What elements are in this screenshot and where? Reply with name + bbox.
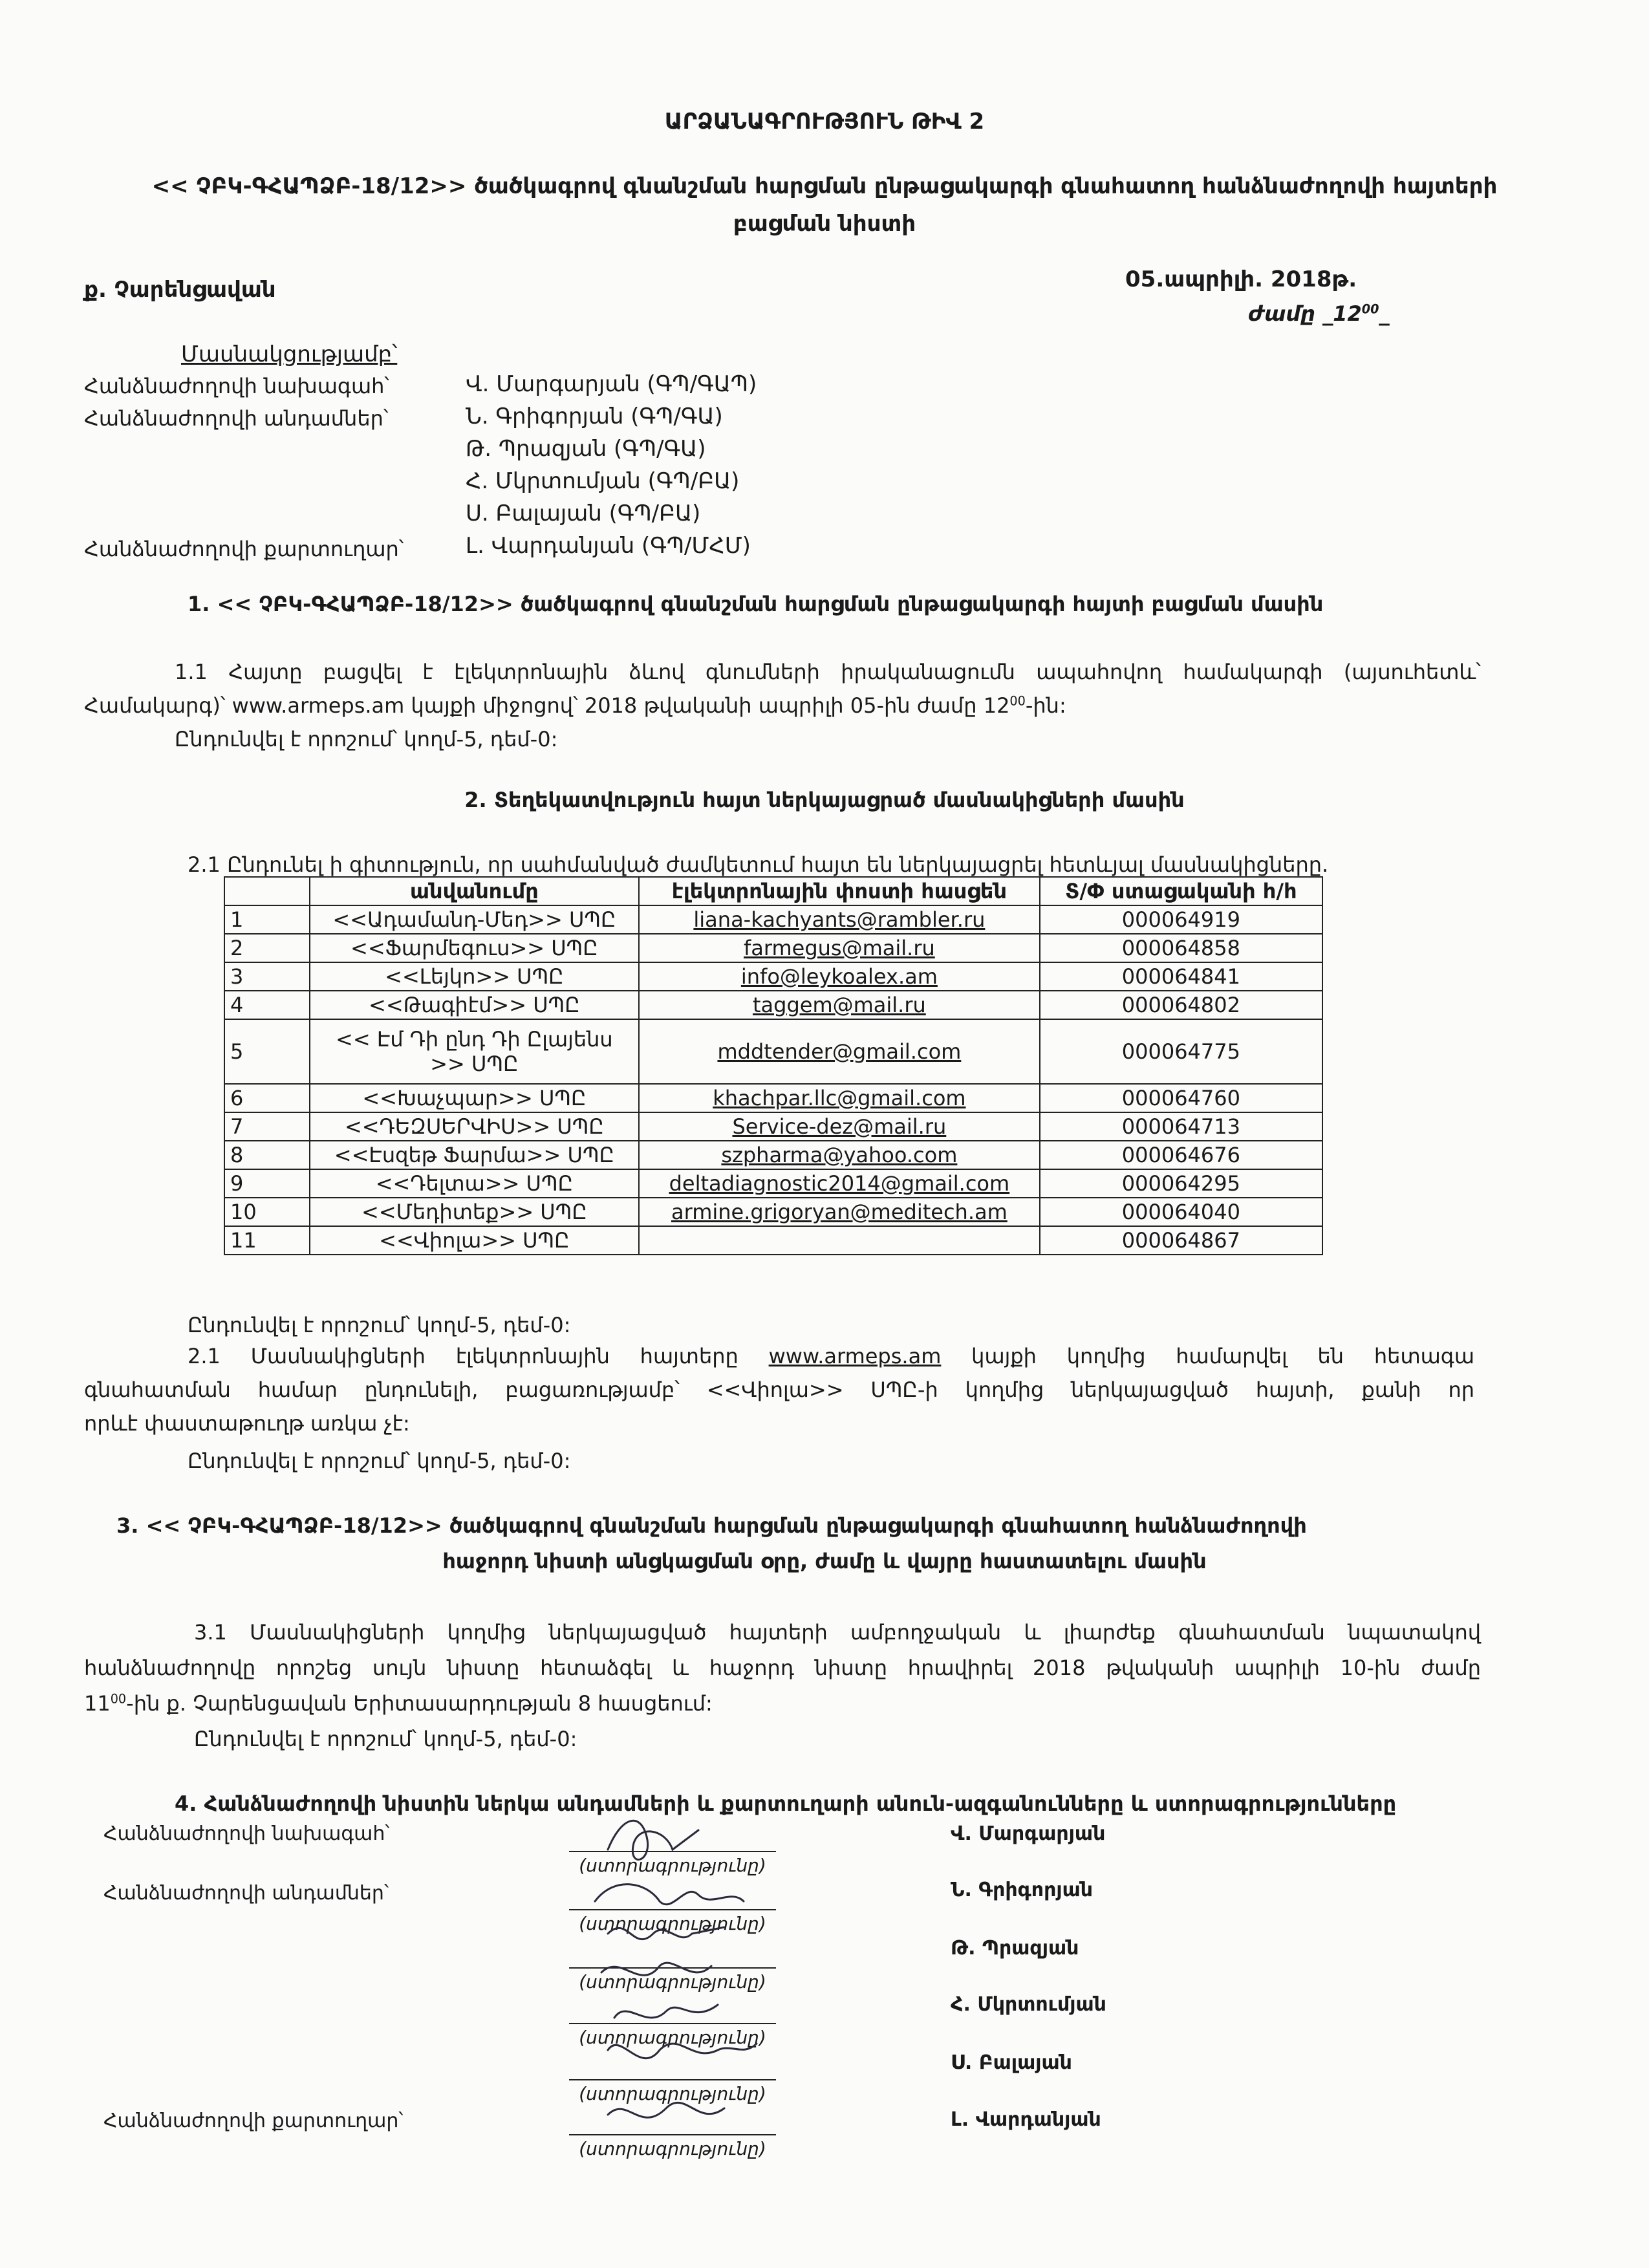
members-label: Հանձնաժողովի անդամներ՝ [84,406,389,431]
table-row [224,934,1322,962]
bidders-table [224,876,1323,1255]
receipt-number: 000064676 [1040,1141,1322,1169]
section1-heading: 1. << ՉԲԿ-ԳՀԱՊՁԲ-18/12>> ծածկագրով գնանշման հարցման ընթացակարգի հայտի բացման մասին [188,592,1324,616]
table-header: անվանումը [310,877,639,905]
company-email[interactable] [639,1226,1040,1255]
company-name: <<ԴԵԶՍԵՐՎԻՍ>> ՍՊԸ [310,1112,639,1141]
row-number: 6 [224,1084,310,1112]
section2-p2-line3: որևէ փաստաթուղթ առկա չէ: [84,1411,410,1436]
table-row [224,991,1322,1019]
row-number: 10 [224,1198,310,1226]
row-number: 9 [224,1169,310,1198]
section2-intro: 2.1 Ընդունել ի գիտություն, որ սահմանված ժամկետում հայտ են ներկայացրել հետևյալ մասնակիցները. [188,852,1329,877]
company-name: <<Էսզեթ Ֆարմա>> ՍՊԸ [310,1141,639,1169]
receipt-number: 000064858 [1040,934,1322,962]
section3-p-line2: հանձնաժողովը որոշեց սույն նիստը հետաձգել և հաջորդ նիստը հրավիրել 2018 թվականի ապրիլի 10-ին ժամը [84,1656,1481,1680]
participant-name: Ն. Գրիգորյան (ԳՊ/ԳԱ) [466,404,723,429]
signature-caption: (ստորագրությունը) [579,1855,766,1876]
section2-p2-line2: գնահատման համար ընդունելի, բացառությամբ՝ <<Վիոլա>> ՍՊԸ-ի կողմից ներկայացված հայտի, քանի որ [84,1377,1474,1402]
section2-p2-line1: 2.1 Մասնակիցների էլեկտրոնային հայտերը www.armeps.am կայքի կողմից համարվել են հետագա [188,1344,1474,1368]
company-name: <<Խաչպար>> ՍՊԸ [310,1084,639,1112]
company-name: <<Ադամանդ-Մեդ>> ՍՊԸ [310,905,639,934]
company-name: <<Դելտա>> ՍՊԸ [310,1169,639,1198]
receipt-number: 000064841 [1040,962,1322,991]
armeps-link[interactable]: www.armeps.am [768,1344,942,1368]
company-email[interactable]: Service-dez@mail.ru [639,1112,1040,1141]
row-number: 8 [224,1141,310,1169]
receipt-number: 000064775 [1040,1019,1322,1084]
table-row [224,1169,1322,1198]
signatory-name: Թ. Պրազյան [951,1937,1079,1960]
signatory-name: Հ. Մկրտումյան [951,1993,1106,2016]
row-number: 5 [224,1019,310,1084]
table-row [224,1226,1322,1255]
company-name: <<Ֆարմեգուս>> ՍՊԸ [310,934,639,962]
signatory-name: Լ. Վարդանյան [951,2108,1101,2131]
signature-caption: (ստորագրությունը) [579,2027,766,2048]
receipt-number: 000064295 [1040,1169,1322,1198]
row-number: 11 [224,1226,310,1255]
section3-p-line3: $11^{00}-ին$ ք. Չարենցավան Երիտասարդության 8 հասցեում: [84,1691,713,1716]
table-row [224,1112,1322,1141]
signature-caption: (ստորագրությունը) [579,2083,766,2104]
section1-p1-line2: Համակարգ)՝ www.armeps.am կայքի միջոցով՝ 2018 թվականի ապրիլի 05-ին ժամը $12^{00}-ին$: [84,693,1066,718]
document-subtitle-line2: բացման նիստի [733,211,916,237]
time: ժամը $\_12^{00}\_$ [1248,301,1390,326]
receipt-number: 000064040 [1040,1198,1322,1226]
receipt-number: 000064867 [1040,1226,1322,1255]
document-subtitle-line1: << ՉԲԿ-ԳՀԱՊՁԲ-18/12>> ծածկագրով գնանշման հարցման ընթացակարգի գնահատող հանձնաժողովի հայտերի [151,173,1498,199]
company-email[interactable]: szpharma@yahoo.com [639,1141,1040,1169]
table-row [224,1019,1322,1084]
sig-secretary-label: Հանձնաժողովի քարտուղար՝ [103,2110,404,2132]
section2-vote1: Ընդունվել է որոշում՝ կողմ-5, դեմ-0: [188,1313,571,1337]
sig-chair-label: Հանձնաժողովի նախագահ՝ [103,1822,390,1845]
section2-vote2: Ընդունվել է որոշում՝ կողմ-5, դեմ-0: [188,1449,571,1473]
signatory-name: Ս. Բալայան [951,2051,1072,2074]
company-name: << Էմ Դի ընդ Դի Ըլայենս >> ՍՊԸ [310,1019,639,1084]
row-number: 7 [224,1112,310,1141]
row-number: 1 [224,905,310,934]
company-name: <<Վիոլա>> ՍՊԸ [310,1226,639,1255]
signature-caption: (ստորագրությունը) [579,1971,766,1993]
receipt-number: 000064713 [1040,1112,1322,1141]
table-header [224,877,310,905]
receipt-number: 000064919 [1040,905,1322,934]
table-row [224,1141,1322,1169]
section4-heading: 4. Հանձնաժողովի նիստին ներկա անդամների և քարտուղարի անուն-ազգանունները և ստորագրությունները [175,1791,1397,1816]
handwritten-signatures [569,1804,789,2166]
table-row [224,962,1322,991]
company-email[interactable]: mddtender@gmail.com [639,1019,1040,1084]
secretary-label: Հանձնաժողովի քարտուղար՝ [84,537,404,561]
date: 05.ապրիլի. 2018թ. [1125,266,1357,292]
row-number: 4 [224,991,310,1019]
participant-name: Ս. Բալայան (ԳՊ/ԲԱ) [466,501,701,526]
company-email[interactable]: armine.grigoryan@meditech.am [639,1198,1040,1226]
participant-name: Հ. Մկրտումյան (ԳՊ/ԲԱ) [466,468,740,494]
company-email[interactable]: info@leykoalex.am [639,962,1040,991]
table-row [224,905,1322,934]
signature-caption: (ստորագրությունը) [579,2138,766,2159]
table-header-row [224,877,1322,905]
signatory-name: Վ. Մարգարյան [951,1822,1106,1845]
signatory-name: Ն. Գրիգորյան [951,1879,1094,1901]
section2-heading: 2. Տեղեկատվություն հայտ ներկայացրած մասնակիցների մասին [464,788,1185,812]
row-number: 2 [224,934,310,962]
chair-label: Հանձնաժողովի նախագահ՝ [84,374,389,398]
row-number: 3 [224,962,310,991]
table-header: էլեկտրոնային փոստի հասցեն [639,877,1040,905]
participant-name: Լ. Վարդանյան (ԳՊ/ՄՀՄ) [466,533,751,559]
section3-heading-line2: հաջորդ նիստի անցկացման օրը, ժամը և վայրը հաստատելու մասին [442,1549,1207,1573]
participant-name: Թ. Պրազյան (ԳՊ/ԳԱ) [466,436,706,462]
participant-name: Վ. Մարգարյան (ԳՊ/ԳԱՊ) [466,371,757,397]
company-name: <<Լեյկո>> ՍՊԸ [310,962,639,991]
receipt-number: 000064802 [1040,991,1322,1019]
company-email[interactable]: farmegus@mail.ru [639,934,1040,962]
company-email[interactable]: deltadiagnostic2014@gmail.com [639,1169,1040,1198]
participants-heading: Մասնակցությամբ՝ [181,341,398,367]
company-email[interactable]: taggem@mail.ru [639,991,1040,1019]
section3-vote: Ընդունվել է որոշում՝ կողմ-5, դեմ-0: [194,1727,577,1751]
company-name: <<Մեդիտեք>> ՍՊԸ [310,1198,639,1226]
section1-vote: Ընդունվել է որոշում՝ կողմ-5, դեմ-0: [175,727,558,751]
table-row [224,1084,1322,1112]
section3-heading-line1: 3. << ՉԲԿ-ԳՀԱՊՁԲ-18/12>> ծածկագրով գնանշման հարցման ընթացակարգի գնահատող հանձնաժողովի [116,1513,1307,1538]
sig-members-label: Հանձնաժողովի անդամներ՝ [103,1882,389,1905]
document-title: ԱՐՁԱՆԱԳՐՈՒԹՅՈՒՆ ԹԻՎ 2 [664,109,985,135]
table-header: Տ/Փ ստացականի հ/հ [1040,877,1322,905]
company-email[interactable]: khachpar.llc@gmail.com [639,1084,1040,1112]
section1-p1-line1: 1.1 Հայտը բացվել է էլեկտրոնային ձևով գնումների իրականացումն ապահովող համակարգի (այսուհետև՝ [175,660,1481,684]
receipt-number: 000064760 [1040,1084,1322,1112]
table-row [224,1198,1322,1226]
company-email[interactable]: liana-kachyants@rambler.ru [639,905,1040,934]
signature-caption: (ստորագրությունը) [579,1913,766,1934]
company-name: <<Թագիէմ>> ՍՊԸ [310,991,639,1019]
section3-p-line1: 3.1 Մասնակիցների կողմից ներկայացված հայտերի ամբողջական և լիարժեք գնահատման նպատակով [194,1620,1481,1645]
place: ք. Չարենցավան [84,277,276,303]
